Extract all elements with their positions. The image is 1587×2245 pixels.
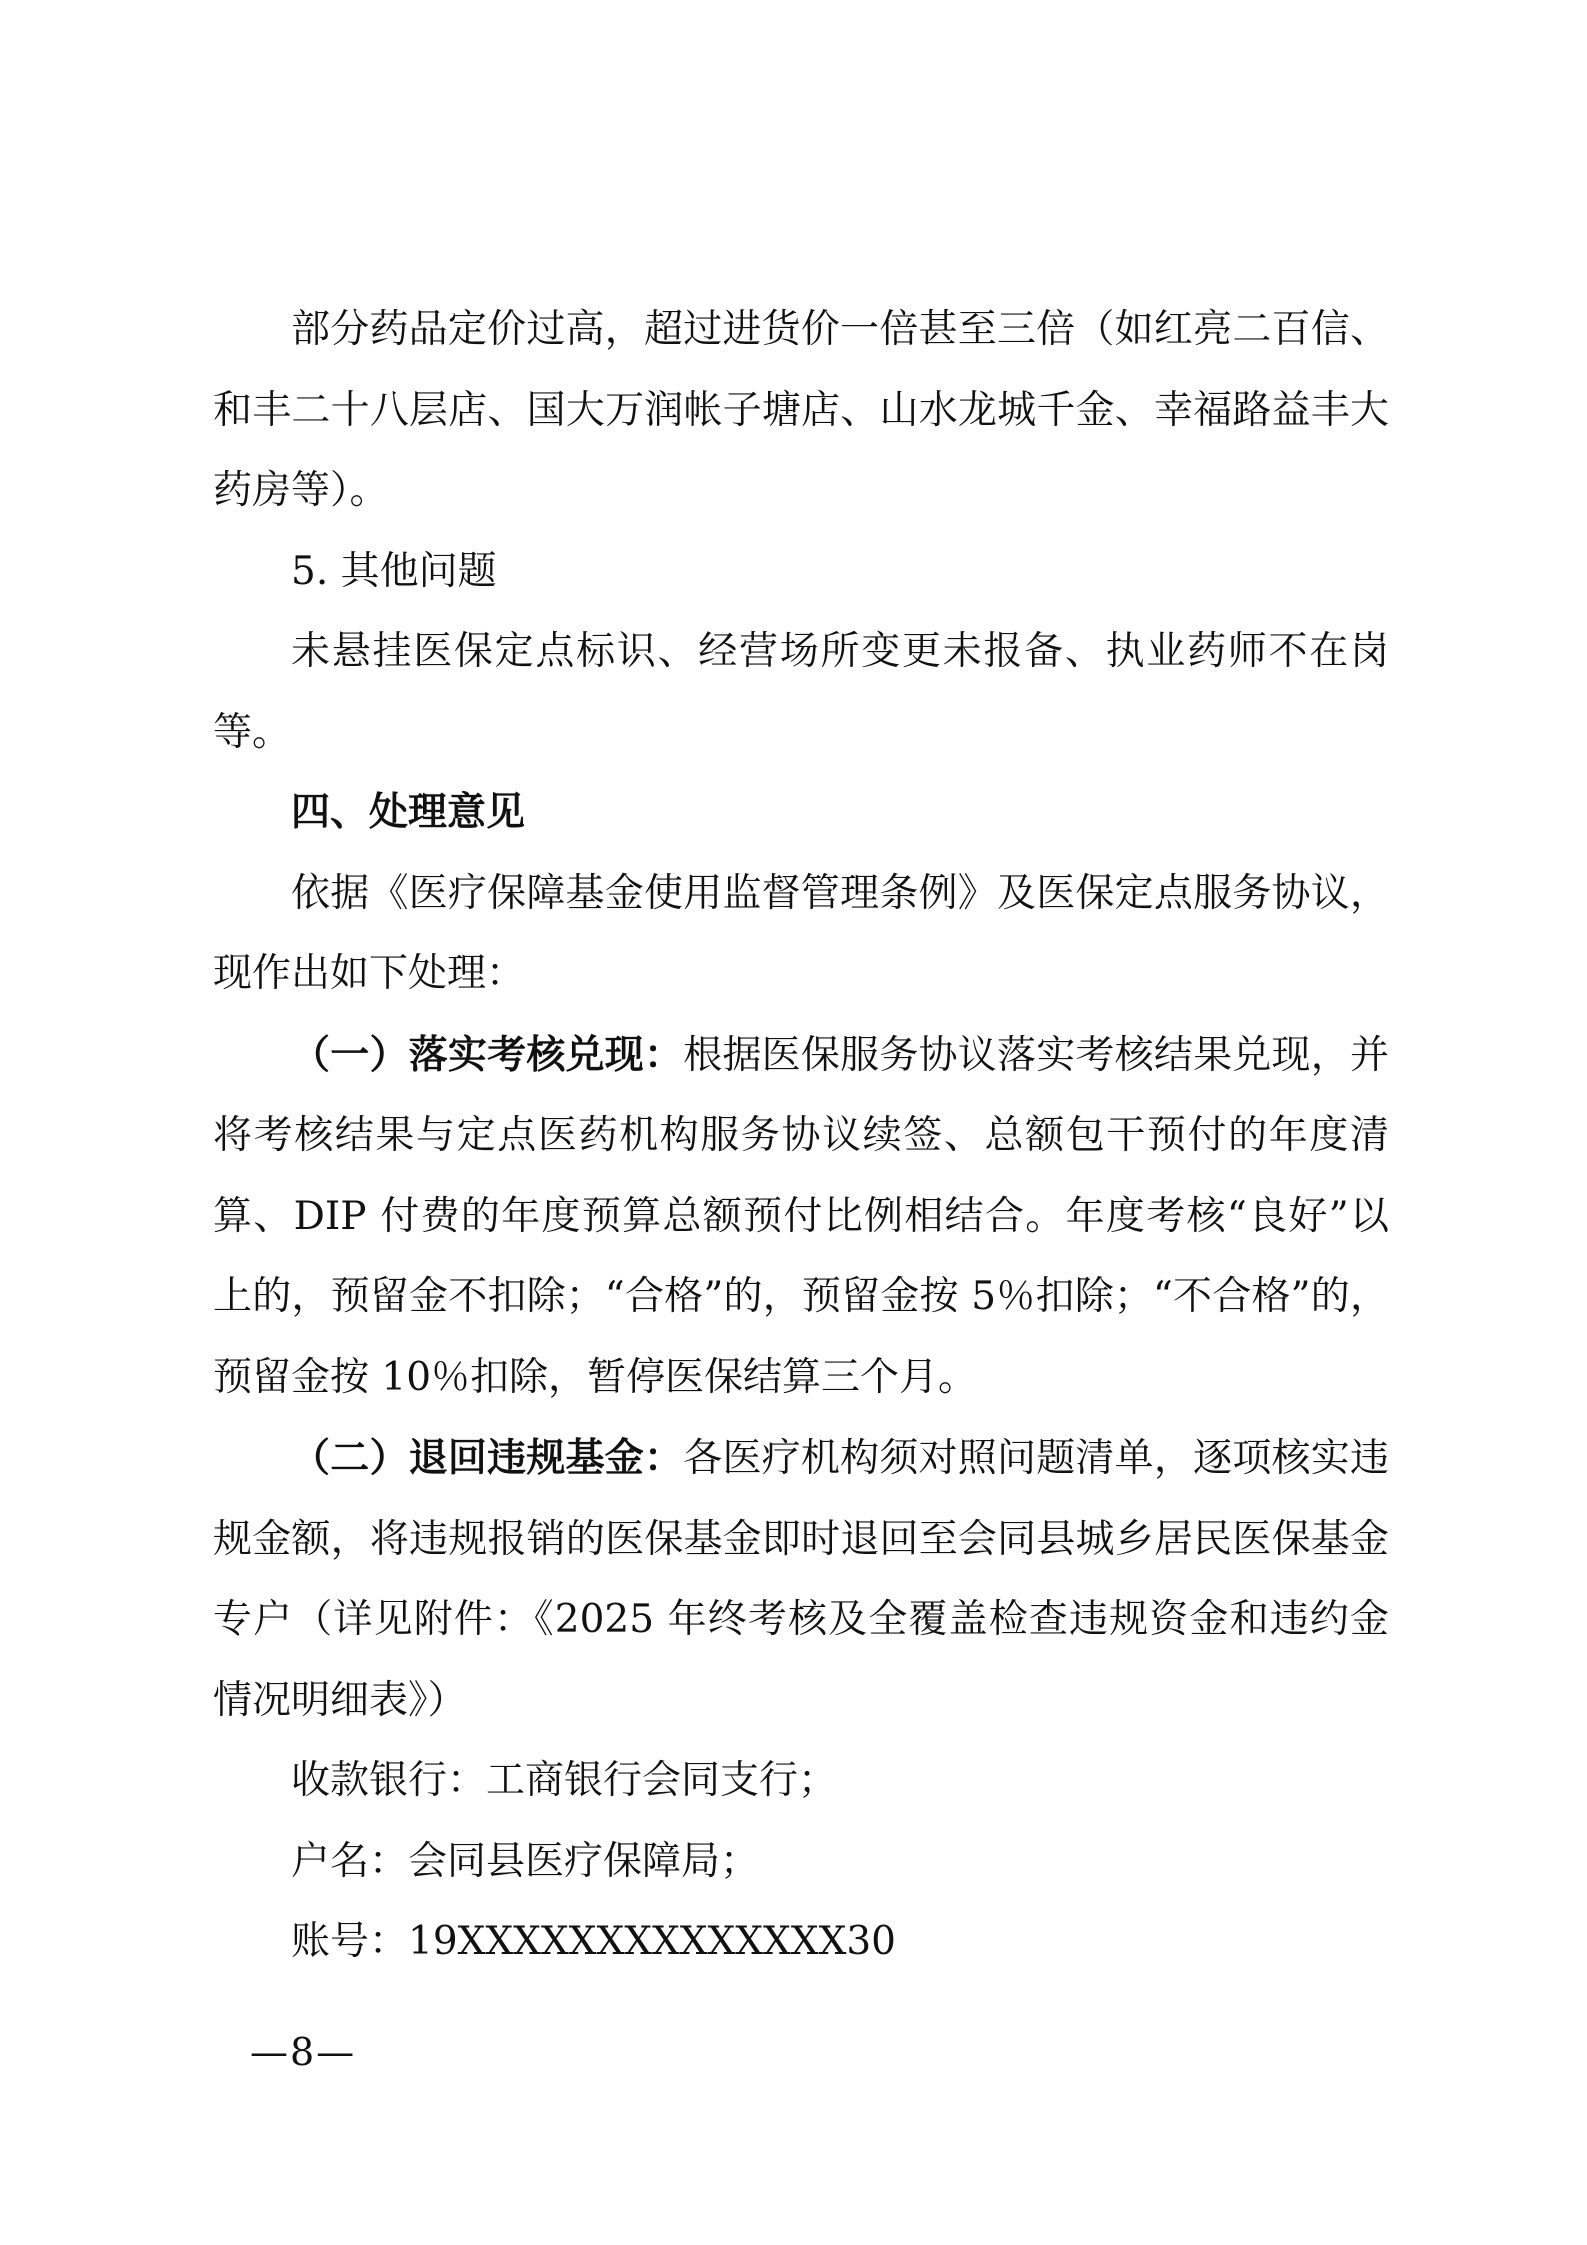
- page-number: —8—: [250, 2030, 357, 2074]
- paragraph-legal-basis: 依据《医疗保障基金使用监督管理条例》及医保定点服务协议，现作出如下处理：: [213, 870, 1389, 996]
- subheading-other-issues: 5. 其他问题: [291, 548, 497, 594]
- paragraph-other-issues: 未悬挂医保定点标识、经营场所变更未报备、执业药师不在岗等。: [213, 629, 1389, 755]
- item-one-title: （一）落实考核兑现：: [291, 1031, 684, 1078]
- document-body: [213, 290, 1389, 1983]
- item-one-body: 根据医保服务协议落实考核结果兑现，并将考核结果与定点医药机构服务协议续签、总额包干预付的年度清算、DIP 付费的年度预算总额预付比例相结合。年度考核“良好”以上的，预留金不扣除；“合格”的，预留金按 5％扣除；“不合格”的，预留金按 10％扣除，暂停医保结算三个月。: [213, 1032, 1389, 1400]
- paragraph-assessment-implementation: [213, 1015, 1389, 1419]
- account-number: 账号：19XXXXXXXXXXXXXX30: [291, 1919, 896, 1964]
- bank-name: 收款银行：工商银行会同支行；: [291, 1758, 838, 1803]
- section-heading-handling-opinions: 四、处理意见: [291, 790, 526, 835]
- account-holder: 户名：会同县医疗保障局；: [291, 1838, 760, 1884]
- paragraph-drug-pricing: 部分药品定价过高，超过进货价一倍甚至三倍（如红亮二百信、和丰二十八层店、国大万润帐子塘店、山水龙城千金、幸福路益丰大药房等）。: [213, 307, 1389, 513]
- item-two-body: 各医疗机构须对照问题清单，逐项核实违规金额，将违规报销的医保基金即时退回至会同县城乡居民医保基金专户（详见附件：《2025 年终考核及全覆盖检查违规资金和违约金情况明细表》）: [213, 1436, 1389, 1723]
- paragraph-refund-funds: [213, 1418, 1389, 1741]
- item-two-title: （二）退回违规基金：: [291, 1435, 684, 1481]
